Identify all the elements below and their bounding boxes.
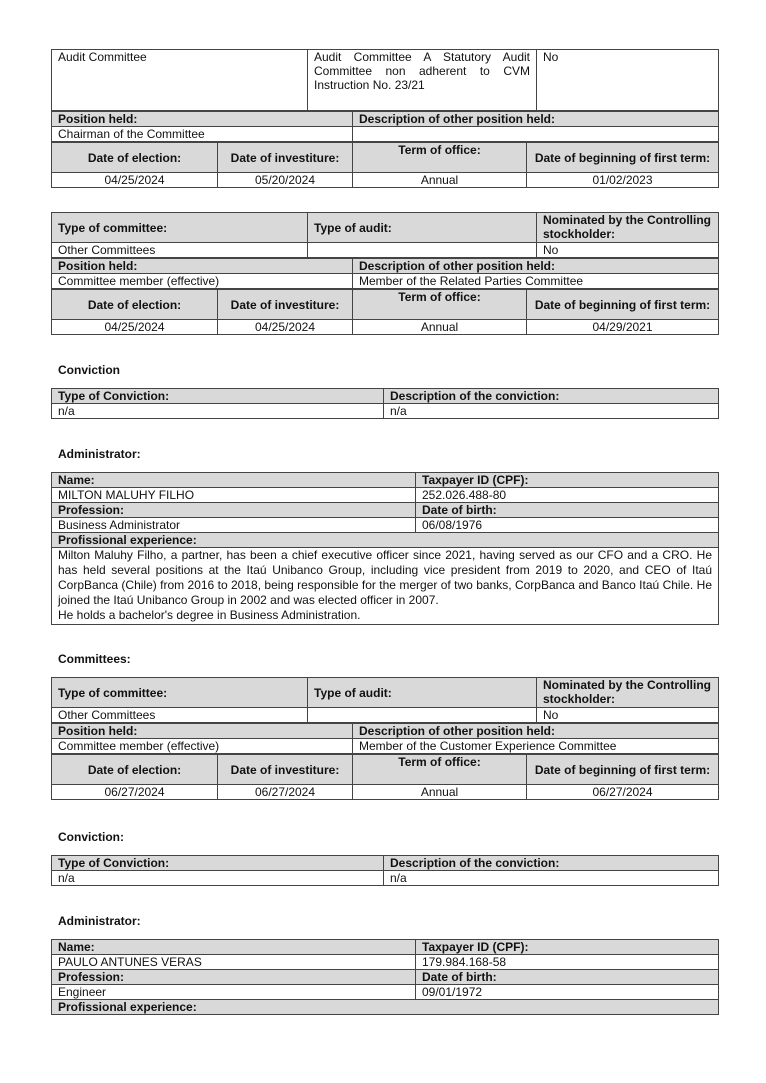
conviction-description-label: Description of the conviction:	[384, 389, 719, 404]
other-position-value	[353, 127, 719, 142]
committees-heading: Committees:	[58, 652, 131, 666]
investiture-value: 05/20/2024	[218, 173, 353, 188]
position-held-label: Position held:	[52, 259, 353, 274]
dates-table-3	[51, 754, 719, 800]
first-term-value: 04/29/2021	[527, 320, 719, 335]
term-value: Annual	[353, 785, 527, 800]
taxpayer-label: Taxpayer ID (CPF):	[416, 473, 719, 488]
audit-type-label: Type of audit:	[308, 678, 537, 708]
election-value: 06/27/2024	[52, 785, 218, 800]
dates-table-1	[51, 142, 719, 188]
committee-type-value: Other Committees	[52, 243, 308, 258]
conviction-block-2	[51, 855, 718, 886]
nominated-value: No	[537, 243, 719, 258]
position-held-value: Chairman of the Committee	[52, 127, 353, 142]
committee-type-value: Audit Committee	[52, 50, 308, 111]
audit-type-label: Type of audit:	[308, 213, 537, 243]
committee-type-value: Other Committees	[52, 708, 308, 723]
committee-header-table-3	[51, 677, 719, 723]
conviction-table-2	[51, 855, 719, 886]
position-held-label: Position held:	[52, 724, 353, 739]
term-value: Annual	[353, 320, 527, 335]
conviction-description-value: n/a	[384, 871, 719, 886]
conviction-type-label: Type of Conviction:	[52, 856, 384, 871]
other-position-value: Member of the Customer Experience Committee	[353, 739, 719, 754]
taxpayer-value: 252.026.488-80	[416, 488, 719, 503]
election-label: Date of election:	[52, 755, 218, 785]
other-position-label: Description of other position held:	[353, 724, 719, 739]
investiture-value: 04/25/2024	[218, 320, 353, 335]
dates-table-2	[51, 289, 719, 335]
term-label: Term of office:	[353, 290, 527, 320]
audit-type-value	[308, 243, 537, 258]
position-table-1	[51, 111, 719, 142]
conviction-description-value: n/a	[384, 404, 719, 419]
name-value: MILTON MALUHY FILHO	[52, 488, 416, 503]
administrator-table-2	[51, 939, 719, 1015]
position-table-3	[51, 723, 719, 754]
dob-value: 09/01/1972	[416, 985, 719, 1000]
nominated-label: Nominated by the Controlling stockholder:	[537, 213, 719, 243]
profession-value: Business Administrator	[52, 518, 416, 533]
conviction-type-label: Type of Conviction:	[52, 389, 384, 404]
profession-label: Profession:	[52, 970, 416, 985]
name-value: PAULO ANTUNES VERAS	[52, 955, 416, 970]
election-label: Date of election:	[52, 290, 218, 320]
position-held-value: Committee member (effective)	[52, 739, 353, 754]
profession-label: Profession:	[52, 503, 416, 518]
committee-block-2	[51, 212, 718, 335]
first-term-label: Date of beginning of first term:	[527, 290, 719, 320]
conviction-type-value: n/a	[52, 871, 384, 886]
election-value: 04/25/2024	[52, 320, 218, 335]
experience-label: Profissional experience:	[52, 1000, 719, 1015]
committee-block-3	[51, 677, 718, 800]
conviction-heading-2: Conviction:	[58, 830, 124, 844]
investiture-label: Date of investiture:	[218, 290, 353, 320]
first-term-value: 06/27/2024	[527, 785, 719, 800]
administrator-block-2	[51, 939, 718, 1015]
term-label: Term of office:	[353, 755, 527, 785]
administrator-heading-2: Administrator:	[58, 914, 141, 928]
other-position-label: Description of other position held:	[353, 259, 719, 274]
first-term-value: 01/02/2023	[527, 173, 719, 188]
taxpayer-value: 179.984.168-58	[416, 955, 719, 970]
conviction-heading-1: Conviction	[58, 363, 120, 377]
audit-type-value: Audit Committee A Statutory Audit Committee non adherent to CVM Instruction No. 23/21	[308, 50, 537, 111]
conviction-description-label: Description of the conviction:	[384, 856, 719, 871]
dob-value: 06/08/1976	[416, 518, 719, 533]
first-term-label: Date of beginning of first term:	[527, 143, 719, 173]
nominated-label: Nominated by the Controlling stockholder:	[537, 678, 719, 708]
experience-cell	[52, 548, 719, 625]
position-held-value: Committee member (effective)	[52, 274, 353, 289]
audit-type-value	[308, 708, 537, 723]
committee-block-1	[51, 49, 718, 188]
conviction-block-1	[51, 388, 718, 419]
dob-label: Date of birth:	[416, 503, 719, 518]
conviction-table-1	[51, 388, 719, 419]
committee-type-label: Type of committee:	[52, 213, 308, 243]
name-label: Name:	[52, 473, 416, 488]
conviction-type-value: n/a	[52, 404, 384, 419]
election-value: 04/25/2024	[52, 173, 218, 188]
first-term-label: Date of beginning of first term:	[527, 755, 719, 785]
position-held-label: Position held:	[52, 112, 353, 127]
experience-text-2: He holds a bachelor's degree in Business Administration.	[58, 608, 361, 622]
other-position-value: Member of the Related Parties Committee	[353, 274, 719, 289]
committee-header-table-1	[51, 49, 719, 111]
dob-label: Date of birth:	[416, 970, 719, 985]
investiture-value: 06/27/2024	[218, 785, 353, 800]
administrator-heading-1: Administrator:	[58, 447, 141, 461]
investiture-label: Date of investiture:	[218, 143, 353, 173]
profession-value: Engineer	[52, 985, 416, 1000]
position-table-2	[51, 258, 719, 289]
administrator-table-1	[51, 472, 719, 625]
nominated-value: No	[537, 50, 719, 111]
term-label: Term of office:	[353, 143, 527, 173]
investiture-label: Date of investiture:	[218, 755, 353, 785]
experience-text: Milton Maluhy Filho, a partner, has been a chief executive officer since 2021, having served as our CFO and a CRO. He has held several positions at the Itaú Unibanco Group, including vice president from 2019 to 2020, and CEO of Itaú CorpBanca (Chile) from 2016 to 2018, being responsible for the merger of two banks, CorpBanca and Banco Itaú Chile. He joined the Itaú Unibanco Group in 2002 and was elected officer in 2007.	[58, 548, 712, 607]
administrator-block-1	[51, 472, 718, 625]
other-position-label: Description of other position held:	[353, 112, 719, 127]
committee-type-label: Type of committee:	[52, 678, 308, 708]
committee-header-table-2	[51, 212, 719, 258]
nominated-value: No	[537, 708, 719, 723]
term-value: Annual	[353, 173, 527, 188]
experience-label: Profissional experience:	[52, 533, 719, 548]
name-label: Name:	[52, 940, 416, 955]
election-label: Date of election:	[52, 143, 218, 173]
taxpayer-label: Taxpayer ID (CPF):	[416, 940, 719, 955]
